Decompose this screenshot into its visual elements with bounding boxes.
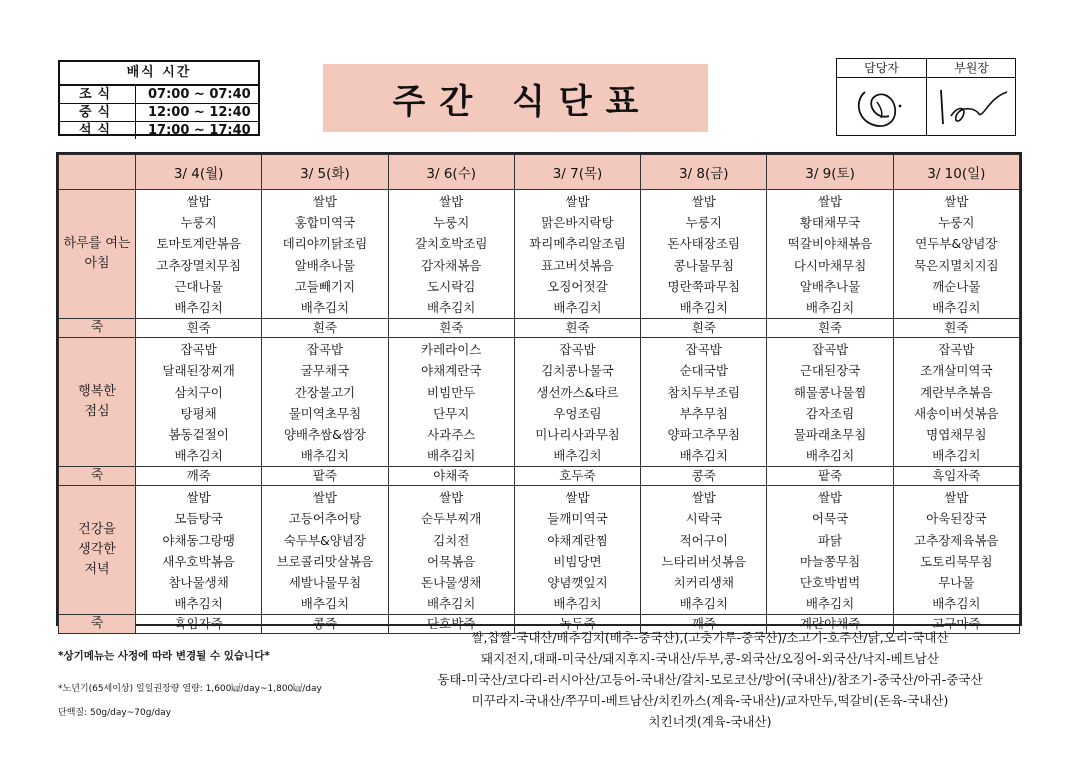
row-label-line: 건강을	[78, 522, 116, 538]
menu-item: 양념깻잎지	[547, 575, 608, 590]
porridge-cell: 흰죽	[136, 319, 262, 338]
origin-line: 돼지전지,대패-미국산/돼지후지-국내산/두부,콩-외국산/오징어-외국산/낙지-베트남산	[481, 651, 939, 666]
menu-item: 쌀밥	[312, 490, 337, 506]
menu-item: 들깨미역국	[547, 511, 608, 527]
menu-cell	[136, 190, 262, 319]
menu-item: 쌀밥	[439, 194, 464, 209]
origin-line: 미꾸라지-국내산/쭈꾸미-베트남산/치킨까스(계육-국내산)/교자만두,떡갈비(돈육-국내산)	[471, 693, 949, 708]
day-header: 3/ 7(목)	[514, 155, 640, 190]
menu-cell	[893, 486, 1019, 615]
menu-item: 시락국	[685, 511, 722, 527]
menu-item: 쌀밥	[817, 490, 843, 506]
porridge-cell: 콩죽	[262, 615, 388, 634]
menu-item: 양배추쌈&쌈장	[283, 426, 367, 442]
menu-item: 단호박범벅	[799, 575, 861, 590]
meal-time-box	[58, 60, 260, 136]
approval-header-manager: 담당자	[837, 59, 926, 78]
menu-item: 배추김치	[932, 448, 981, 464]
menu-item: 쌀밥	[817, 194, 843, 209]
approval-header-director: 부원장	[927, 59, 1016, 78]
porridge-cell: 콩죽	[641, 467, 767, 486]
menu-item: 고등어추어탕	[288, 511, 362, 527]
row-label-line: 점심	[84, 404, 110, 420]
meal-time-label: 조식	[60, 86, 136, 103]
menu-cell	[893, 338, 1019, 467]
origin-line: 쌀,찹쌀-국내산/배추김치(배추-중국산),(고춧가루-중국산)/소고기-호주산/닭,오리-국내산	[471, 630, 949, 645]
meal-time-label: 중식	[60, 104, 136, 121]
menu-item: 쌀밥	[186, 194, 211, 209]
menu-item: 마늘쫑무침	[799, 553, 861, 569]
menu-item: 누룽지	[685, 215, 722, 231]
origin-line: 치킨너겟(계육-국내산)	[648, 714, 772, 729]
menu-item: 참치두부조림	[667, 384, 740, 400]
menu-item: 갈치호박조림	[414, 236, 488, 252]
menu-item: 참나물생채	[168, 575, 229, 590]
menu-item: 배추김치	[174, 596, 223, 612]
menu-item: 김치전	[433, 532, 470, 548]
meal-time-label: 석식	[60, 122, 136, 139]
menu-item: 콩나물무침	[673, 257, 734, 273]
page-title: 주간 식단표	[392, 81, 653, 122]
menu-item: 잡곡밥	[685, 342, 722, 358]
menu-cell	[641, 338, 767, 467]
day-header: 3/ 9(토)	[767, 155, 893, 190]
menu-item: 쌀밥	[691, 490, 716, 506]
menu-item: 알배추나물	[294, 257, 356, 273]
menu-item: 새우호박볶음	[162, 553, 235, 569]
porridge-cell: 흰죽	[262, 319, 388, 338]
menu-item: 배추김치	[300, 596, 350, 612]
menu-item: 배추김치	[300, 448, 350, 464]
menu-item: 돈사태장조림	[667, 236, 740, 252]
menu-item: 깨순나물	[932, 278, 981, 294]
menu-item: 감자채볶음	[421, 257, 482, 273]
meal-time-row	[60, 103, 258, 121]
menu-item: 쌀밥	[565, 490, 590, 506]
menu-item: 숙두부&양념장	[283, 532, 367, 548]
menu-item: 오징어젓갈	[547, 278, 608, 294]
menu-item: 맑은바지락탕	[541, 215, 614, 231]
menu-cell	[767, 190, 893, 319]
menu-item: 도토리묵무침	[920, 553, 993, 569]
notes-section	[58, 648, 403, 725]
menu-cell	[514, 338, 640, 467]
menu-item: 야채동그랑땡	[162, 532, 235, 548]
menu-item: 사과주스	[427, 426, 476, 442]
porridge-cell: 흰죽	[514, 319, 640, 338]
menu-item: 야채계란국	[421, 363, 482, 379]
row-label-porridge: 죽	[59, 615, 136, 634]
menu-item: 근대된장국	[799, 363, 861, 379]
menu-cell	[767, 338, 893, 467]
menu-cell	[767, 486, 893, 615]
menu-item: 고추장제육볶음	[914, 532, 999, 548]
menu-item: 탕평채	[180, 405, 217, 421]
row-label-porridge: 죽	[59, 467, 136, 486]
menu-item: 근대나물	[174, 278, 223, 294]
menu-cell	[388, 338, 514, 467]
menu-item: 홍합미역국	[294, 215, 356, 231]
menu-item: 배추김치	[679, 299, 728, 315]
porridge-cell: 흑임자죽	[893, 467, 1019, 486]
menu-item: 배추김치	[427, 596, 476, 612]
menu-item: 배추김치	[553, 596, 602, 612]
porridge-cell: 흑임자죽	[136, 615, 262, 634]
day-header: 3/ 4(월)	[136, 155, 262, 190]
menu-item: 알배추나물	[799, 278, 861, 294]
day-header: 3/ 8(금)	[641, 155, 767, 190]
menu-item: 김치콩나물국	[541, 363, 614, 379]
menu-item: 누룽지	[180, 215, 217, 231]
menu-item: 배추김치	[553, 299, 602, 315]
menu-cell	[136, 486, 262, 615]
menu-item: 쌀밥	[439, 490, 464, 506]
porridge-cell: 야채죽	[388, 467, 514, 486]
energy-note: *노년기(65세이상) 일일권장량 열량: 1,600㎉/day~1,800㎉/day	[58, 684, 322, 694]
menu-item: 봄동겉절이	[168, 426, 229, 442]
menu-item: 물미역초무침	[288, 405, 362, 421]
menu-item: 누룽지	[433, 215, 470, 231]
menu-item: 누룽지	[938, 215, 975, 231]
menu-item: 배추김치	[427, 448, 476, 464]
menu-item: 미나리사과무침	[535, 426, 620, 442]
menu-item: 연두부&양념장	[915, 236, 998, 252]
menu-item: 어묵국	[811, 511, 849, 527]
menu-item: 양파고추무침	[667, 426, 740, 442]
menu-cell	[262, 190, 388, 319]
porridge-cell: 흰죽	[767, 319, 893, 338]
lunch-porridge-row	[59, 467, 1020, 486]
menu-item: 배추김치	[805, 448, 855, 464]
menu-item: 쌀밥	[944, 194, 969, 209]
porridge-cell: 녹두죽	[514, 615, 640, 634]
menu-item: 조개살미역국	[920, 363, 993, 379]
menu-item: 다시마채무침	[793, 257, 867, 273]
menu-item: 쌀밥	[312, 194, 337, 209]
menu-cell	[641, 190, 767, 319]
row-label-breakfast	[59, 190, 136, 319]
menu-item: 순대국밥	[679, 363, 728, 379]
menu-item: 묵은지멸치지짐	[914, 257, 999, 273]
protein-note: 단백질: 50g/day~70g/day	[58, 708, 172, 718]
menu-item: 잡곡밥	[180, 342, 217, 358]
porridge-cell: 깨죽	[641, 615, 767, 634]
menu-item: 감자조림	[805, 405, 855, 421]
approval-column	[926, 59, 1016, 135]
menu-cell	[136, 338, 262, 467]
menu-item: 배추김치	[174, 299, 223, 315]
row-label-line: 저녁	[84, 562, 110, 578]
menu-item: 고들빼기지	[294, 278, 356, 294]
menu-item: 카레라이스	[421, 342, 482, 358]
meal-time-title: 배식 시간	[60, 62, 258, 86]
menu-item: 명엽채무침	[926, 426, 987, 442]
approval-column	[837, 59, 926, 135]
porridge-cell: 흰죽	[641, 319, 767, 338]
porridge-cell: 고구마죽	[893, 615, 1019, 634]
breakfast-row	[59, 190, 1020, 319]
approval-box	[836, 58, 1016, 136]
menu-item: 잡곡밥	[811, 342, 849, 358]
menu-item: 비빔만두	[427, 384, 476, 400]
menu-item: 배추김치	[932, 299, 981, 315]
menu-item: 배추김치	[679, 596, 728, 612]
menu-item: 표고버섯볶음	[541, 257, 614, 273]
menu-item: 물파래초무침	[793, 426, 867, 442]
menu-item: 달래된장찌개	[162, 363, 235, 379]
menu-cell	[641, 486, 767, 615]
menu-item: 생선까스&타르	[536, 384, 619, 400]
day-header: 3/ 10(일)	[893, 155, 1019, 190]
porridge-cell: 깨죽	[136, 467, 262, 486]
menu-table-frame	[56, 152, 1022, 632]
menu-item: 파닭	[817, 532, 843, 548]
menu-item: 배추김치	[174, 448, 223, 464]
breakfast-porridge-row	[59, 319, 1020, 338]
menu-cell	[514, 190, 640, 319]
porridge-cell: 계란야채죽	[767, 615, 893, 634]
menu-item: 우엉조림	[553, 405, 602, 421]
menu-cell	[262, 338, 388, 467]
origin-line: 동태-미국산/코다리-러시아산/고등어-국내산/갈치-모로코산/방어(국내산)/참조기-중국산/아귀-중국산	[437, 672, 983, 687]
change-notice: *상기메뉴는 사정에 따라 변경될 수 있습니다*	[58, 650, 270, 662]
menu-item: 치커리생채	[673, 575, 734, 590]
porridge-cell: 호두죽	[514, 467, 640, 486]
menu-item: 해물콩나물찜	[793, 384, 867, 400]
porridge-cell: 팥죽	[262, 467, 388, 486]
menu-item: 고추장멸치무침	[156, 257, 241, 273]
day-header: 3/ 5(화)	[262, 155, 388, 190]
menu-item: 브로콜리맛살볶음	[276, 553, 374, 569]
menu-item: 데리야끼닭조림	[282, 236, 368, 252]
menu-item: 어묵볶음	[427, 553, 476, 569]
menu-item: 쌀밥	[186, 490, 211, 506]
menu-item: 배추김치	[932, 596, 981, 612]
signature-director	[927, 78, 1016, 140]
menu-item: 잡곡밥	[559, 342, 596, 358]
menu-item: 단무지	[433, 405, 470, 421]
menu-item: 굴무채국	[300, 363, 350, 379]
menu-item: 쌀밥	[565, 194, 590, 209]
meal-time-value: 12:00 ~ 12:40	[148, 105, 251, 120]
menu-cell	[388, 486, 514, 615]
row-label-line: 생각한	[78, 542, 116, 558]
menu-item: 무나물	[938, 575, 975, 590]
row-label-line: 하루를 여는	[63, 236, 131, 252]
porridge-cell: 팥죽	[767, 467, 893, 486]
menu-item: 배추김치	[300, 299, 350, 315]
menu-table	[58, 154, 1020, 634]
page-title-box	[323, 64, 708, 132]
menu-item: 간장불고기	[294, 384, 356, 400]
menu-item: 삼치구이	[174, 384, 223, 400]
menu-item: 순두부찌개	[421, 511, 482, 527]
meal-time-row	[60, 86, 258, 103]
menu-item: 모듬탕국	[174, 511, 223, 527]
menu-item: 적어구이	[679, 532, 728, 548]
menu-item: 명란쭉파무침	[667, 278, 740, 294]
signature-manager	[837, 78, 926, 140]
lunch-row	[59, 338, 1020, 467]
menu-item: 배추김치	[805, 299, 855, 315]
porridge-cell: 단호박죽	[388, 615, 514, 634]
row-label-porridge: 죽	[59, 319, 136, 338]
row-label-lunch	[59, 338, 136, 467]
table-corner	[59, 155, 136, 190]
menu-item: 토마토계란볶음	[156, 236, 241, 252]
menu-item: 도시락김	[427, 278, 476, 294]
menu-item: 아욱된장국	[926, 511, 987, 527]
menu-cell	[893, 190, 1019, 319]
menu-item: 새송이버섯볶음	[914, 405, 999, 421]
meal-time-row	[60, 121, 258, 139]
menu-item: 배추김치	[679, 448, 728, 464]
menu-item: 배추김치	[553, 448, 602, 464]
origin-section	[400, 627, 1020, 732]
menu-item: 세발나물무침	[288, 575, 362, 590]
menu-item: 부추무침	[679, 405, 728, 421]
meal-time-value: 07:00 ~ 07:40	[148, 87, 251, 102]
porridge-cell: 흰죽	[388, 319, 514, 338]
menu-item: 쌀밥	[944, 490, 969, 506]
menu-item: 꽈리메추리알조림	[529, 236, 626, 252]
menu-item: 잡곡밥	[938, 342, 975, 358]
menu-item: 배추김치	[427, 299, 476, 315]
menu-item: 쌀밥	[691, 194, 716, 209]
menu-item: 잡곡밥	[306, 342, 344, 358]
menu-item: 계란부추볶음	[920, 384, 993, 400]
menu-item: 비빔당면	[553, 553, 602, 569]
menu-cell	[388, 190, 514, 319]
row-label-dinner	[59, 486, 136, 615]
menu-cell	[262, 486, 388, 615]
day-header: 3/ 6(수)	[388, 155, 514, 190]
menu-item: 배추김치	[805, 596, 855, 612]
menu-cell	[514, 486, 640, 615]
menu-item: 느타리버섯볶음	[661, 553, 747, 569]
menu-item: 황태채무국	[799, 215, 861, 231]
row-label-line: 행복한	[78, 384, 116, 400]
dinner-row	[59, 486, 1020, 615]
menu-item: 야채계란찜	[547, 532, 608, 548]
menu-item: 돈나물생채	[421, 575, 482, 590]
menu-item: 떡갈비야채볶음	[787, 236, 873, 252]
porridge-cell: 흰죽	[893, 319, 1019, 338]
meal-time-value: 17:00 ~ 17:40	[148, 123, 251, 138]
row-label-line: 아침	[84, 256, 110, 272]
